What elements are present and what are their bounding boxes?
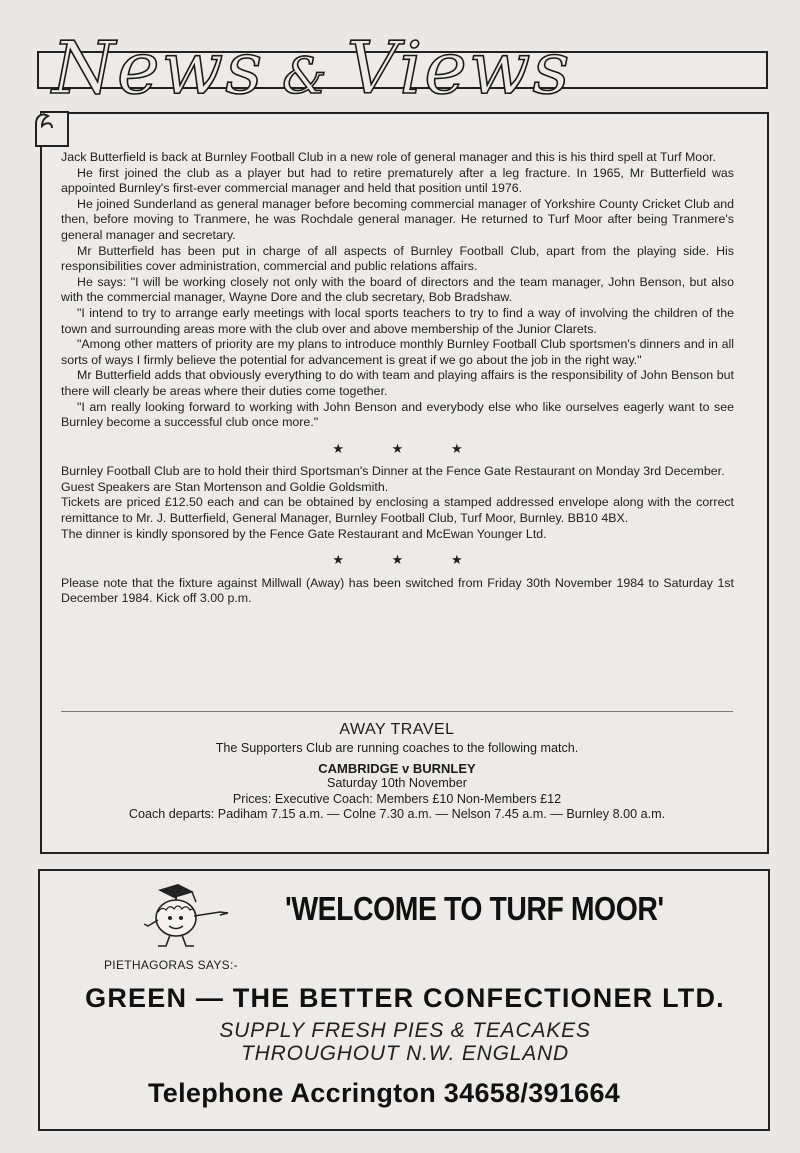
away-travel-section bbox=[61, 719, 733, 823]
fixture-note: Please note that the fixture against Millwall (Away) has been switched from Friday 30th November 1984 to Saturday 1st December 1984. Kick off 3.00 p.m. bbox=[61, 575, 734, 606]
article-paragraph: He says: "I will be working closely not only with the board of directors and the team manager, John Benson, but also with the commercial manager, Wayne Dore and the club secretary, Bob Bradshaw. bbox=[61, 274, 734, 305]
masthead-title bbox=[52, 28, 571, 108]
dinner-paragraph: Guest Speakers are Stan Mortenson and Goldie Goldsmith. bbox=[61, 479, 389, 494]
article-paragraph: Mr Butterfield adds that obviously everything to do with team and playing affairs is the responsibility of John Benson but there will clearly be areas where their duties come together. bbox=[61, 368, 734, 398]
article-paragraph: Jack Butterfield is back at Burnley Football Club in a new role of general manager and this is his third spell at Turf Moor. bbox=[61, 150, 716, 164]
dinner-paragraph: Tickets are priced £12.50 each and can be obtained by enclosing a stamped addressed envelope along with the correct remittance to Mr. J. Butterfield, General Manager, Burnley Football Club, Turf Moor, Burnley. BB10 4BX. bbox=[61, 495, 734, 526]
away-travel-match: CAMBRIDGE v BURNLEY bbox=[318, 760, 476, 776]
page-curl-icon bbox=[30, 106, 70, 152]
article-paragraph: "Among other matters of priority are my plans to introduce monthly Burnley Football Club sportsmen's dinners and in all sorts of ways I firmly believe the potential for advancement is great if we go about the job in the right way." bbox=[61, 337, 734, 367]
supply-line-1: SUPPLY FRESH PIES & TEACAKES bbox=[219, 1019, 591, 1042]
supply-tagline bbox=[65, 1019, 745, 1065]
company-name: GREEN — THE BETTER CONFECTIONER LTD. bbox=[85, 983, 725, 1013]
away-travel-departs: Coach departs: Padiham 7.15 a.m. — Colne 7.30 a.m. — Nelson 7.45 a.m. — Burnley 8.00 a.m. bbox=[128, 807, 666, 822]
article-body bbox=[61, 150, 734, 607]
section-divider bbox=[61, 711, 733, 712]
supply-line-2: THROUGHOUT N.W. ENGLAND bbox=[241, 1042, 569, 1065]
star-separator: ★ ★ ★ bbox=[332, 440, 485, 456]
pie-mascot-icon bbox=[136, 880, 236, 952]
article-paragraph: He joined Sunderland as general manager before becoming commercial manager of Yorkshire County Cricket Club and then, before moving to Tranmere, he was Rochdale general manager. He returned to Turf Moor after being Tranmere's general manager and secretary. bbox=[61, 196, 734, 242]
star-separator: ★ ★ ★ bbox=[332, 552, 485, 568]
away-travel-title: AWAY TRAVEL bbox=[339, 721, 455, 738]
away-travel-prices: Prices: Executive Coach: Members £10 Non-Members £12 bbox=[232, 791, 562, 806]
telephone-line: Telephone Accrington 34658/391664 bbox=[148, 1078, 621, 1108]
away-travel-intro: The Supporters Club are running coaches to the following match. bbox=[215, 741, 579, 755]
article-paragraph: "I am really looking forward to working with John Benson and everybody else who like ourselves eagerly want to see Burnley become a successful club once more." bbox=[61, 399, 734, 430]
masthead-ampersand: & bbox=[282, 47, 329, 105]
article-paragraph: "I intend to try to arrange early meetings with local sports teachers to try to find a way of involving the children of the town and surrounding areas more with the club over and above membership of the Junior Clarets. bbox=[61, 305, 734, 336]
article-paragraph: He first joined the club as a player but had to retire prematurely after a leg fracture. In 1965, Mr Butterfield was appointed Burnley's first-ever commercial manager and held that position until 1976. bbox=[61, 165, 734, 196]
article-paragraph: Mr Butterfield has been put in charge of all aspects of Burnley Football Club, apart from the playing side. His responsibilities cover administration, commercial and public relations affairs. bbox=[61, 243, 734, 274]
dinner-paragraph: Burnley Football Club are to hold their third Sportsman's Dinner at the Fence Gate Restaurant on Monday 3rd December. bbox=[61, 464, 725, 479]
away-travel-date: Saturday 10th November bbox=[326, 776, 467, 791]
welcome-headline: 'WELCOME TO TURF MOOR' bbox=[285, 890, 664, 927]
dinner-paragraph: The dinner is kindly sponsored by the Fence Gate Restaurant and McEwan Younger Ltd. bbox=[61, 526, 547, 541]
piethagoras-says: PIETHAGORAS SAYS:- bbox=[104, 958, 238, 972]
masthead-initial-n: News bbox=[52, 26, 265, 110]
masthead-initial-v: Views bbox=[346, 26, 572, 110]
